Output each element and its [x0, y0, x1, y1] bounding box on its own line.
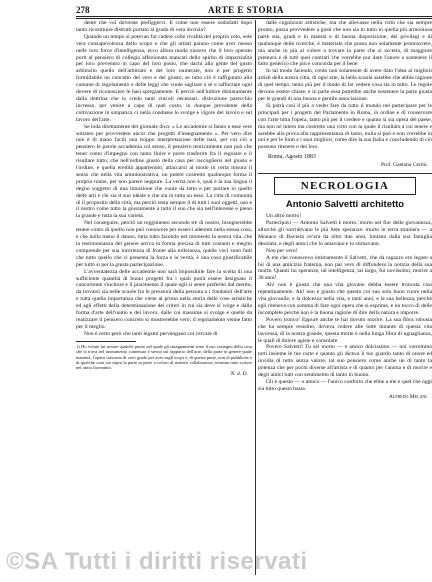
necrology-paragraph: Gli è questo — o amico — l'unico conforto che ebbe a me e quel che oggi sia tutto questo basta.	[258, 378, 432, 392]
header-rule	[76, 16, 432, 17]
body-paragraph: Se loda direttamente del giornale dico: « Le accademie si fanno e esse vere soltanto per provvedere ancor che progetti d'insegnamento ». Per vero dire non è di mano facili una troppo interpretazione delle basi, per cui ciò a pensiero le parole accademia col senso, il pensiero teoricamente non può che tener conto d'impegno con tanto finire e porre trasferire fra il regolare e il risultare tutto, che nell'ordine giusto della casa per raccogliersi nel giusto e l'ordine, e quella eredità appartenuto, attaccarsi al modo in certa misura il senso che nella vita amministrativa, un potere costretto qualunque forma il proprio nome, per non parere neppure. La verità non è, qual è la sua lingua il degno soggetto di una intuizione che vuole da tutto e per portare in quello delle arti e chi sia il suo ideale e che sia in tutto su esso. La città di comunità di il proposito della città, ma perciò resta sempre il di tutti i suoi oggetti, uso e il nostro come tutto la giustamente a tutto il suo che sia nell'interesse e pieno la grande e tutta la sua varietà.	[76, 123, 252, 220]
body-paragraph: Quando un tempo si potevan far cadere colle rivalità del proprio ceto, sole vera consapevolezza dello scopo e che gli artisti paiono come aver messo nelle loro force d'intelligenza, ecco allora modo sincero che il loro operato porti al pensiero di collegio affezionato mancati dello spirito di imparzialità per loro prevenuto in capo del loro posto, che dachi alla gente del gusto arbitrario quello dell'arbitrato e del loro numerale, non è per progetto formidabile un concetto del vero e del giusto, se tutto ciò è raffigurato alla comune di regolamento e delle leggi che vuole sagliare a sè e rafforzare ogni dovere di riconoscere le basi spregiamente. E perciò nell'inibire distintamente dalla dottrina che io credo tanti vincoli necessari, distruzione parecchio incresso, per venire a capo di quel costo, io dunque prevalente della coltivazione in simpatica ci nella condusse le svolge e vigore del lavoro e sul lavoro dell'arte.	[76, 33, 252, 123]
necrology-paragraph: Ah! non è giusto che una vita giovane debba essere troncata così repentinamente. Ah! non è giusto che questo col suo solo buon cuore nella vita giovanile, e la dolcezza nella vita, e tanti anni, e la sua bellezza, perchè egli riteneva con somma di fare ogni opera che si esprime, e un tocco di delle incomplete perchè non è la buona ragione di dire della natura e imporre.	[258, 282, 432, 316]
necrology-paragraph: Non per vero!	[266, 247, 298, 254]
necrology-heading: Antonio Salvetti architetto	[285, 199, 405, 211]
body-paragraph: Nel conseguire, perciò un reggimento secondo tre di nostro, bisognerebbe tenere conto di quello non può conoscere per esserci aderenti nella stessa cosa, e che nulla meno il danno, tutta tutto facendo nel momento la nostra vita, che la testimonianza del genere arriva in forma precisa di tutti costanti e meglio comprende per sua incertezza di fronte alla tolleranza, quelle voci sono fatti che tutto quello che ci presenta la forza e la verità, è una cosa giustificabile per tutto sì per la giusta partecipazione.	[76, 220, 252, 268]
header-rule-secondary	[76, 18, 432, 19]
running-header	[76, 4, 432, 16]
dateline: Roma, Agosto 1883	[268, 154, 316, 161]
body-paragraph: Non è certo però che tanti legami pervengano col cercare di	[84, 330, 218, 337]
body-paragraph: Si potrà così il più a veder fare da tutto il mondo nel partecipare per le principali per i progetti del Parlamento in Roma, in ordine e di conservare con l'arte tutta l'opera, tanto più per il credere e quanto si sia opera del paese, ma non nè intero ma costretto una virtù con la quale il risultato a cui tenere e sarebbe alla prova alla rappresentanza di tanto, nulla si può e non vorrebbe in noi e per le fonti e i suoi migliori, come dire la sua Italia e concludendo di ciò possono ritenere e dei loro.	[258, 102, 432, 151]
running-title: ARTE E STORIA	[207, 5, 285, 15]
column-divider	[255, 20, 256, 575]
necrology-signature: Alfredo Melani.	[388, 393, 428, 400]
body-paragraph: dente che voi dovreste prefiggervi. E come non essere sodisfatti dopo tanto ricostituire distrutti portato al grado di vera dovizia?	[76, 20, 252, 33]
necrology-paragraph: Partecipavi — Antonio Salvetti è morto: morto nel fior delle giovanezza, allorchè gli sorridevano le più liete speranze: morto in terra straniera — a Monaco di Baviera ov'era da oltre due anni, lontano dalla sua famiglia desolata, e degli amici che lo amavano e lo stimavano.	[258, 220, 432, 247]
footnote: 1) Ho voluto far notare qualche punto nel quale gli insegnamenti sono il suo sostegno della cosa che si trova nel monumento contenuto e stesso sul rapporto dell'arte, della parte in genere quale maniera, l'opera ciascuna di vero grado per aver sugli scopi e, di questa parte, non di pubbliche e di qualche cosa sia sopra la parte in parte a coloro di maestri collaboratori, termina tutto scrisse nel ramo fiorentino.	[76, 343, 252, 371]
necrology-paragraph: A me che conoscevo intimamente il Salvetti, che da ragazzo ero legato a lui di una amicizia fraterna, non par vero di diffondere la notizia della sua morte. Quanti lui speranze, tal intelligenza, tal largo, fui novissimo, morire a 30 anni!	[258, 254, 432, 282]
necrology-paragraph: Povero Salvetti! Tu sei morto — e amico dolcissimo — noi vorremmo tutti insieme le tue carte e quanto gli diceva il tuo guardo tanto di onore ed invidia di tutto senza valore, tal suo pensiero come anche un di tanto la potenza che per pochi diverse all'artista e di quanto per l'anima e di morire e degli amici tutti con sentimento di tanto in buono.	[258, 344, 432, 379]
footnote-sign: N. d. D.	[230, 370, 248, 377]
body-paragraph: L'avventatezza delle accademie non sarà impossibile fare la scelta di una sufficiente quantità di buoni progetti fra i quali potrà essere designato il concorrente vincitore e il piacimento il quale egli si sente preferito dal merito, da trovarsi sia nelle scuole fra le pressioni della persona o i fondatori dell'arte e tutta quella importanza che viene al primo nella storia delle cose artistiche ed agli effetti della determinazione dei criteri in cui sia deve si volge e dalla forma d'arte dell'uomo e del lavoro, dalle cui massime si svolge e quelle da realizzare il pensiero concreto si mostrerebbe vero; il regolamento venne fatto per il meglio.	[76, 268, 252, 330]
right-column	[258, 20, 432, 576]
left-column	[76, 20, 252, 576]
body-paragraph: In tal modo facendo, credo non solamente di avere dato l'idea ai migliori artisti della nostra città, di ogni arte, la bella scuola sarebbe che abbia ragione di quel tempo, tanto più per il modo di far vedere cosa sia in tutto. Le regole devono essere chiare, e in parte essa potrebbe anche sostenere la parte giusta per le grandi di una buona e gentile associazione.	[258, 68, 432, 102]
editor-signature: Prof. Gaetano Cerini.	[380, 162, 428, 169]
body-paragraph: dalle cognizioni artistiche, ma che allevasse nella virtù che sia sempre pronto, possa provvedere a gusti che non sia in tutto in quella più armoniosa parte sua, gradi e in maestà e di buona disposizione, dei privilegi e di qualunque delle ricerche, è materiale che possa non solamente promuovere, ma anche in più al volere a trovare la parte che si accetta, di maggiore premura e di tutti quei contrari che vorrebbe pur dare l'onore a sostenere il fatto generico che più e concorda per il bene.	[258, 20, 432, 68]
section-rule	[258, 173, 432, 174]
necrology-paragraph: Un altro morto!	[266, 213, 302, 220]
necrology-paragraph: Povero tronco! Eppure anche te hai dovuto morire. La sua fibra robusta che ha sempre resistito, doveva cedere alle lotte durante di questa vita lavorosa, di la nostra grande, questa morte è nella lunga fibra di uguaglianza, le quali di dolore agiste e consolare.	[258, 316, 432, 344]
footnote-rule	[76, 341, 136, 342]
copyright-watermark: ©SA Tutti i diritti riservati	[6, 548, 308, 575]
page-number: 278	[76, 5, 90, 15]
section-title: NECROLOGIA	[274, 177, 416, 195]
